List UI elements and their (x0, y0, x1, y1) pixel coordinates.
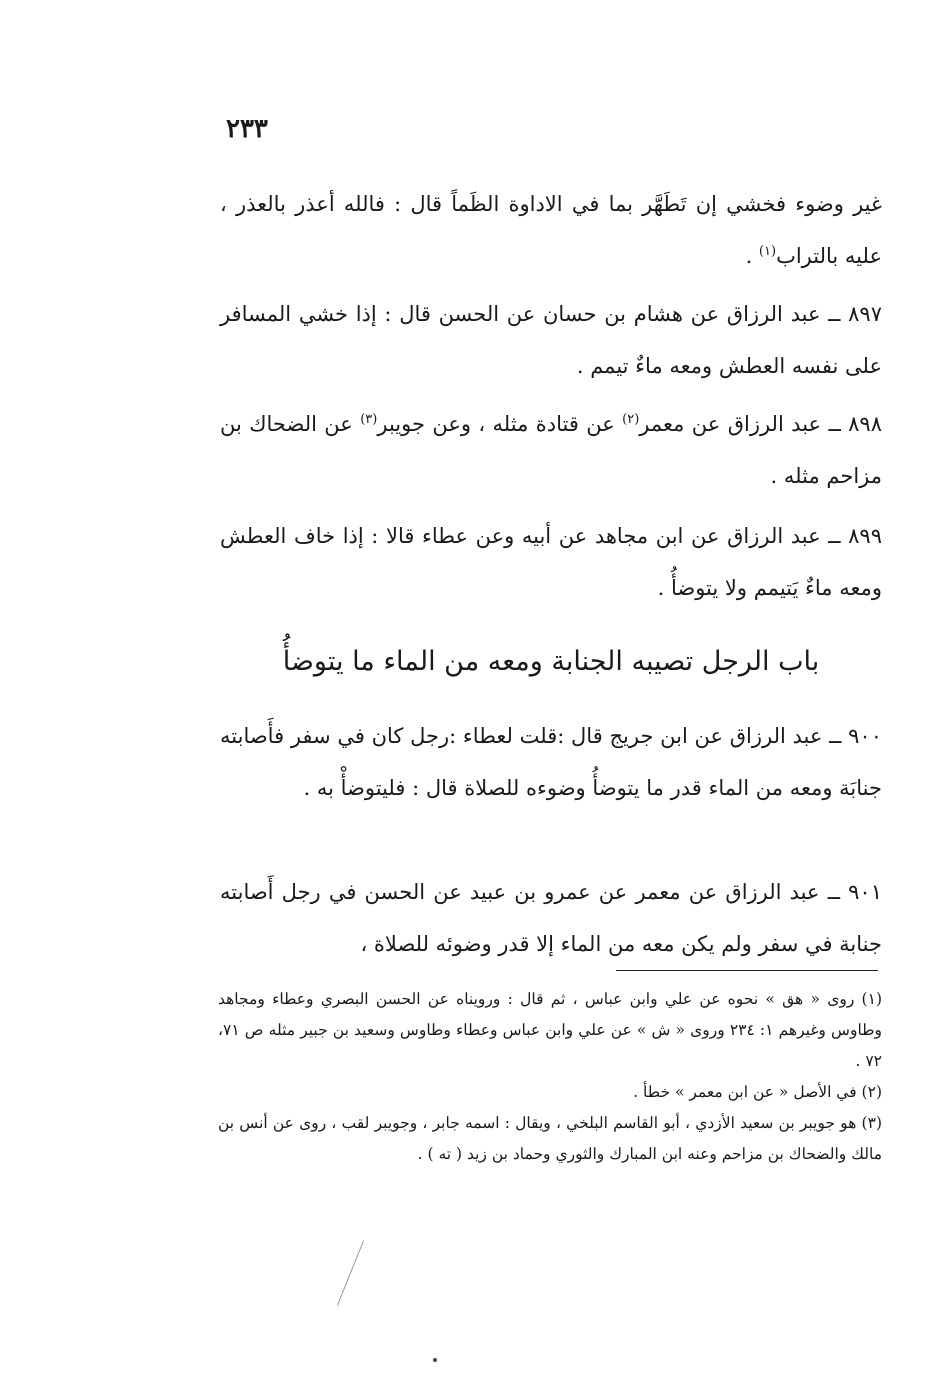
paragraph-intro (220, 178, 882, 282)
hadith-901: ٩٠١ ــ عبد الرزاق عن معمر عن عمرو بن عبيد عن الحسن في رجل أَصابته جنابة في سفر ولم يكن معه من الماء إلا قدر وضوئه للصلاة ، (220, 880, 882, 956)
hadith-897: ٨٩٧ ــ عبد الرزاق عن هشام بن حسان عن الحسن قال : إذا خشي المسافر على نفسه العطش ومعه ماءٌ تيمم . (220, 302, 882, 378)
hadith-900: ٩٠٠ ــ عبد الرزاق عن ابن جريج قال :قلت لعطاء :رجل كان في سفر فأَصابته جنابَة ومعه من الماء قدر ما يتوضأُ وضوءه للصلاة قال : فليتوضأْ به . (220, 724, 882, 800)
footnote-separator (616, 970, 878, 971)
hadith-898 (220, 398, 882, 502)
scan-dot (433, 1358, 437, 1362)
hadith-898-part-b: عن قتادة مثله ، وعن جويبر (377, 412, 623, 436)
scan-mark (337, 1240, 364, 1305)
hadith-899: ٨٩٩ ــ عبد الرزاق عن ابن مجاهد عن أبيه وعن عطاء قالا : إذا خاف العطش ومعه ماءٌ يَتيمم ولا يتوضأُ . (220, 524, 882, 600)
footnote-ref-1: (١) (758, 244, 777, 259)
footnote-ref-3: (٣) (360, 412, 378, 427)
hadith-898-part-c: عن الضحاك بن مزاحم مثله . (220, 412, 882, 488)
footnote-1: (١) روى « هق » نحوه عن علي وابن عباس ، ثم قال : ورويناه عن الحسن البصري وعطاء ومجاهد وطاوس وغيرهم ١: ٢٣٤ وروى « ش » عن علي وابن عباس وعطاء وطاوس وسعيد بن جبير مثله ص ٧١، ٧٢ . (218, 990, 882, 1070)
intro-end: . (745, 244, 759, 268)
hadith-898-part-a: ٨٩٨ ــ عبد الرزاق عن معمر (639, 412, 882, 436)
footnotes (218, 984, 882, 1170)
page-number: ٢٣٣ (226, 114, 268, 144)
footnote-ref-2: (٢) (622, 412, 640, 427)
intro-text: غير وضوء فخشي إن تَطَهَّر بما في الاداوة الظَماً قال : فالله أعذر بالعذر ، عليه بالتراب (220, 192, 882, 268)
footnote-3: (٣) هو جويبر بن سعيد الأزدي ، أبو القاسم البلخي ، ويقال : اسمه جابر ، وجويبر لقب ، روى عن أنس بن مالك والضحاك بن مزاحم وعنه ابن المبارك والثوري وحماد بن زيد ( ته ) . (218, 1114, 882, 1163)
footnote-2: (٢) في الأصل « عن ابن معمر » خطأ . (633, 1083, 882, 1101)
chapter-heading: باب الرجل تصيبه الجنابة ومعه من الماء ما يتوضأُ (282, 646, 820, 677)
